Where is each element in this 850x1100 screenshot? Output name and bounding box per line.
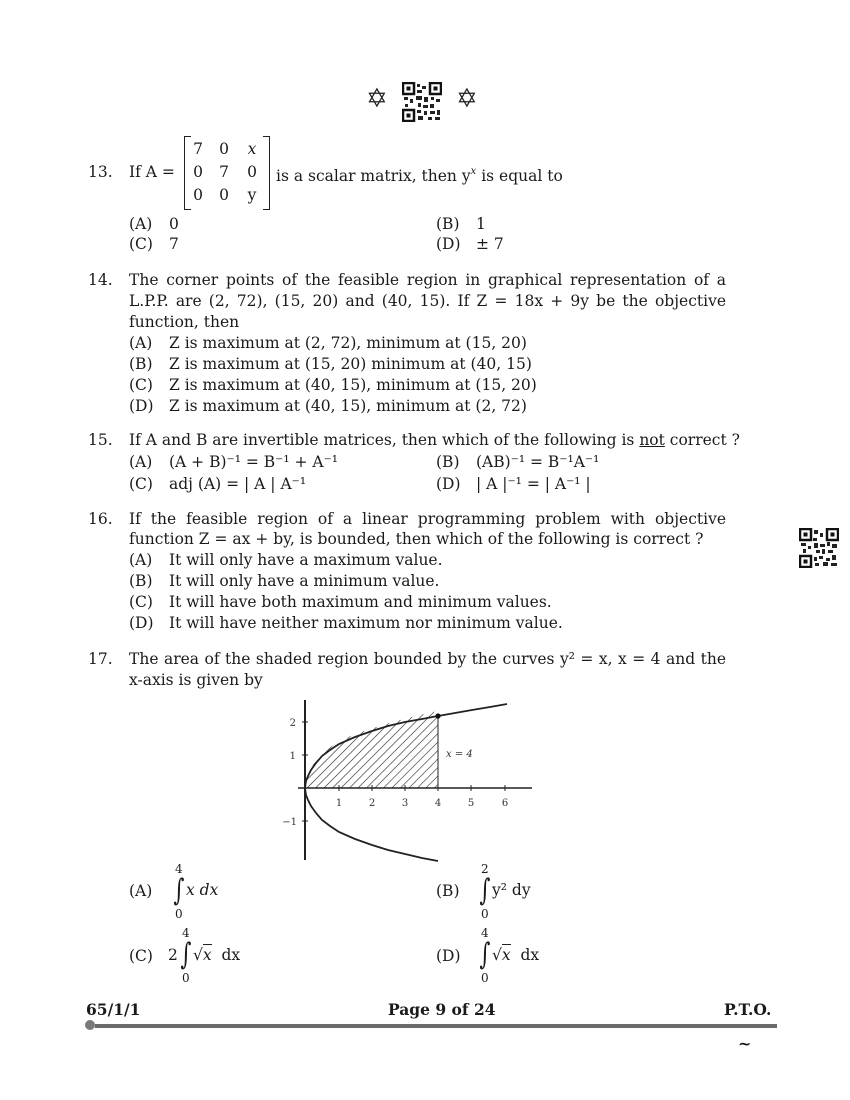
y-tick-label: 2 (289, 718, 296, 729)
option-d[interactable]: (D) (436, 947, 461, 965)
star-of-david-icon: ✡ (366, 84, 388, 114)
tilde-mark: ~ (738, 1034, 752, 1053)
option-a[interactable]: (A) (129, 882, 153, 900)
option-d[interactable]: (D) Z is maximum at (40, 15), minimum at (2, 72) (129, 397, 527, 415)
option-a[interactable]: (A) It will only have a maximum value. (129, 551, 443, 569)
option-c[interactable]: (C) (129, 947, 153, 965)
option-c[interactable]: (C) adj (A) = | A | A⁻¹ (129, 475, 307, 493)
integral-sign-icon: ∫ (173, 873, 185, 908)
x-tick-label: 2 (368, 798, 376, 809)
question-text-line: The corner points of the feasible region in graphical representation of a (129, 271, 726, 289)
question-text: If A and B are invertible matrices, then which of the following is not correct ? (129, 431, 740, 449)
integral-d: 4 ∫ 0 √x dx (479, 926, 540, 985)
matrix-cell: 0 (219, 140, 229, 158)
integral-sign-icon: ∫ (479, 937, 491, 972)
option-a[interactable]: (A) Z is maximum at (2, 72), minimum at (15, 20) (129, 334, 527, 352)
option-c[interactable]: (C) Z is maximum at (40, 15), minimum at (15, 20) (129, 376, 537, 394)
page-number: Page 9 of 24 (388, 1000, 496, 1019)
matrix-cell: 7 (193, 140, 203, 158)
qr-code-icon (402, 82, 442, 122)
matrix-cell: x (247, 140, 257, 158)
question-text-line: If the feasible region of a linear programming problem with objective (129, 510, 726, 528)
bullet-dot-icon (85, 1020, 95, 1030)
question-number: 15. (88, 431, 113, 449)
question-number: 14. (88, 271, 113, 289)
shaded-region (305, 711, 438, 788)
option-d[interactable]: (D) It will have neither maximum nor minimum value. (129, 614, 563, 632)
x-tick-label: 1 (335, 798, 343, 809)
x-tick-label: 4 (434, 798, 442, 809)
y-tick-label: −1 (282, 817, 297, 828)
question-number: 13. (88, 163, 113, 181)
qr-code-icon (799, 528, 839, 568)
integral-c: 2 4 ∫ 0 √x dx (168, 926, 241, 985)
integral-a: 4 ∫ 0 x dx (173, 862, 219, 921)
sqrt-expression: √x dx (193, 946, 241, 964)
question-number: 16. (88, 510, 113, 528)
option-c[interactable]: (C) It will have both maximum and minimum values. (129, 593, 552, 611)
option-b[interactable]: (B) (AB)⁻¹ = B⁻¹A⁻¹ (436, 453, 600, 471)
option-b[interactable]: (B) Z is maximum at (15, 20) minimum at (40, 15) (129, 355, 532, 373)
matrix-bracket-right (263, 136, 270, 210)
footer-divider (95, 1024, 777, 1028)
pto-label: P.T.O. (724, 1000, 772, 1019)
option-c[interactable]: (C) 7 (129, 235, 179, 253)
matrix-cell: 0 (193, 186, 203, 204)
question-text-line: function, then (129, 313, 240, 331)
x-tick-label: 5 (467, 798, 475, 809)
matrix-cell: y (247, 186, 257, 204)
matrix-cell: 0 (193, 163, 203, 181)
paper-code: 65/1/1 (86, 1000, 141, 1019)
x-tick-label: 3 (401, 798, 409, 809)
question-text: is a scalar matrix, then $y^x$ is equal to (276, 166, 563, 185)
parabola-area-graph (270, 695, 540, 865)
y-tick-label: 1 (289, 751, 296, 762)
integral-b: 2 ∫ 0 y² dy (479, 862, 531, 921)
matrix-cell: 0 (219, 186, 229, 204)
question-number: 17. (88, 650, 113, 668)
matrix-cell: 0 (247, 163, 257, 181)
option-b[interactable]: (B) (436, 882, 460, 900)
question-text-line: function Z = ax + by, is bounded, then which of the following is correct ? (129, 530, 704, 548)
star-of-david-icon: ✡ (456, 84, 478, 114)
matrix-cell: 7 (219, 163, 229, 181)
option-d[interactable]: (D) ± 7 (436, 235, 504, 253)
sqrt-expression: √x dx (492, 946, 540, 964)
option-b[interactable]: (B) 1 (436, 215, 486, 233)
line-label: x = 4 (446, 749, 473, 760)
emphasis-not: not (639, 431, 665, 449)
option-a[interactable]: (A) (A + B)⁻¹ = B⁻¹ + A⁻¹ (129, 453, 338, 471)
question-text-line: L.P.P. are (2, 72), (15, 20) and (40, 15). If Z = 18x + 9y be the objective (129, 292, 726, 310)
question-text-line: The area of the shaded region bounded by the curves y² = x, x = 4 and the (129, 650, 726, 668)
matrix-a (184, 136, 270, 210)
option-a[interactable]: (A) 0 (129, 215, 179, 233)
integral-sign-icon: ∫ (180, 937, 192, 972)
x-tick-label: 6 (501, 798, 509, 809)
option-d[interactable]: (D) | A |⁻¹ = | A⁻¹ | (436, 475, 591, 493)
question-text-line: x-axis is given by (129, 671, 263, 689)
option-b[interactable]: (B) It will only have a minimum value. (129, 572, 440, 590)
question-text-prefix: If A = (129, 163, 175, 181)
integral-sign-icon: ∫ (479, 873, 491, 908)
